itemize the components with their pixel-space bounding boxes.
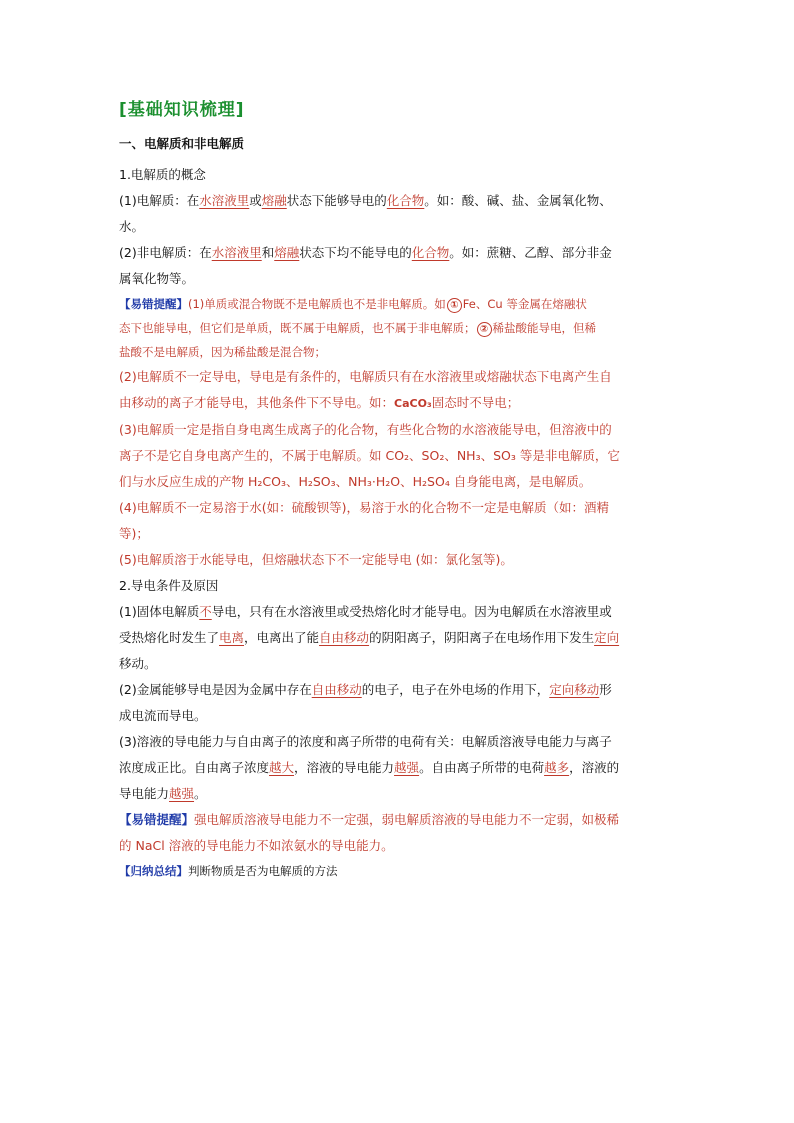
condition-3: (3)溶液的导电能力与自由离子的浓度和离子所带的电荷有关：电解质溶液导电能力与离子 浓度成正比。自由离子浓度越大，溶液的导电能力越强。自由离子所带的电荷越多，溶液的 导电能力越强。 (119, 734, 620, 801)
section-heading: 一、电解质和非电解质 (119, 136, 245, 151)
condition-1: (1)固体电解质不导电，只有在水溶液里或受热熔化时才能导电。因为电解质在水溶液里或 受热熔化时发生了电离，电离出了能自由移动的阴阳离子，阴阳离子在电场作用下发生定向 移动。 (119, 604, 620, 671)
subsection-heading: 1.电解质的概念 (119, 167, 206, 182)
document-page (119, 95, 679, 883)
subsection-heading-2: 2.导电条件及原因 (119, 578, 219, 593)
note-2: (2)电解质不一定导电，导电是有条件的，电解质只有在水溶液里或熔融状态下电离产生自 由移动的离子才能导电，其他条件下不导电。如：CaCO₃固态时不导电； (119, 369, 612, 410)
definition-electrolyte: (1)电解质：在水溶液里或熔融状态下能够导电的化合物。如：酸、碱、盐、金属氧化物、 水。 (119, 193, 612, 234)
condition-2: (2)金属能够导电是因为金属中存在自由移动的电子，电子在外电场的作用下，定向移动形 成电流而导电。 (119, 682, 612, 723)
tip-tag: 【易错提醒】 (119, 297, 188, 311)
tip-tag: 【易错提醒】 (119, 812, 195, 827)
summary-tag: 【归纳总结】 (119, 864, 188, 878)
note-4: (4)电解质不一定易溶于水(如：硫酸钡等)，易溶于水的化合物不一定是电解质（如：酒精 等)； (119, 500, 609, 541)
note-5: (5)电解质溶于水能导电，但熔融状态下不一定能导电 (如：氯化氢等)。 (119, 552, 513, 567)
tip-paragraph-1: 【易错提醒】(1)单质或混合物既不是电解质也不是非电解质。如 ① Fe、Cu 等金属在熔融状 态下也能导电，但它们是单质，既不属于电解质，也不属于非电解质； ② 稀盐酸能导电，但稀 盐酸不是电解质，因为稀盐酸是混合物； (119, 297, 596, 359)
summary-line: 【归纳总结】判断物质是否为电解质的方法 (119, 864, 338, 878)
number-circle: ② (477, 322, 492, 337)
tip-paragraph-2: 【易错提醒】强电解质溶液导电能力不一定强，弱电解质溶液的导电能力不一定弱，如极稀 的 NaCl 溶液的导电能力不如浓氨水的导电能力。 (119, 812, 620, 853)
number-circle: ① (447, 298, 462, 313)
definition-nonelectrolyte: (2)非电解质：在水溶液里和熔融状态下均不能导电的化合物。如：蔗糖、乙醇、部分非金 属氧化物等。 (119, 245, 612, 286)
page-title: [基础知识梳理] (119, 100, 245, 120)
note-3: (3)电解质一定是指自身电离生成离子的化合物，有些化合物的水溶液能导电，但溶液中的 离子不是它自身电离产生的，不属于电解质。如 CO₂、SO₂、NH₃、SO₃ 等是非电解质，它 们与水反应生成的产物 H₂CO₃、H₂SO₃、NH₃·H₂O、H₂SO₄ 自身能电离，是电解质。 (119, 422, 620, 489)
